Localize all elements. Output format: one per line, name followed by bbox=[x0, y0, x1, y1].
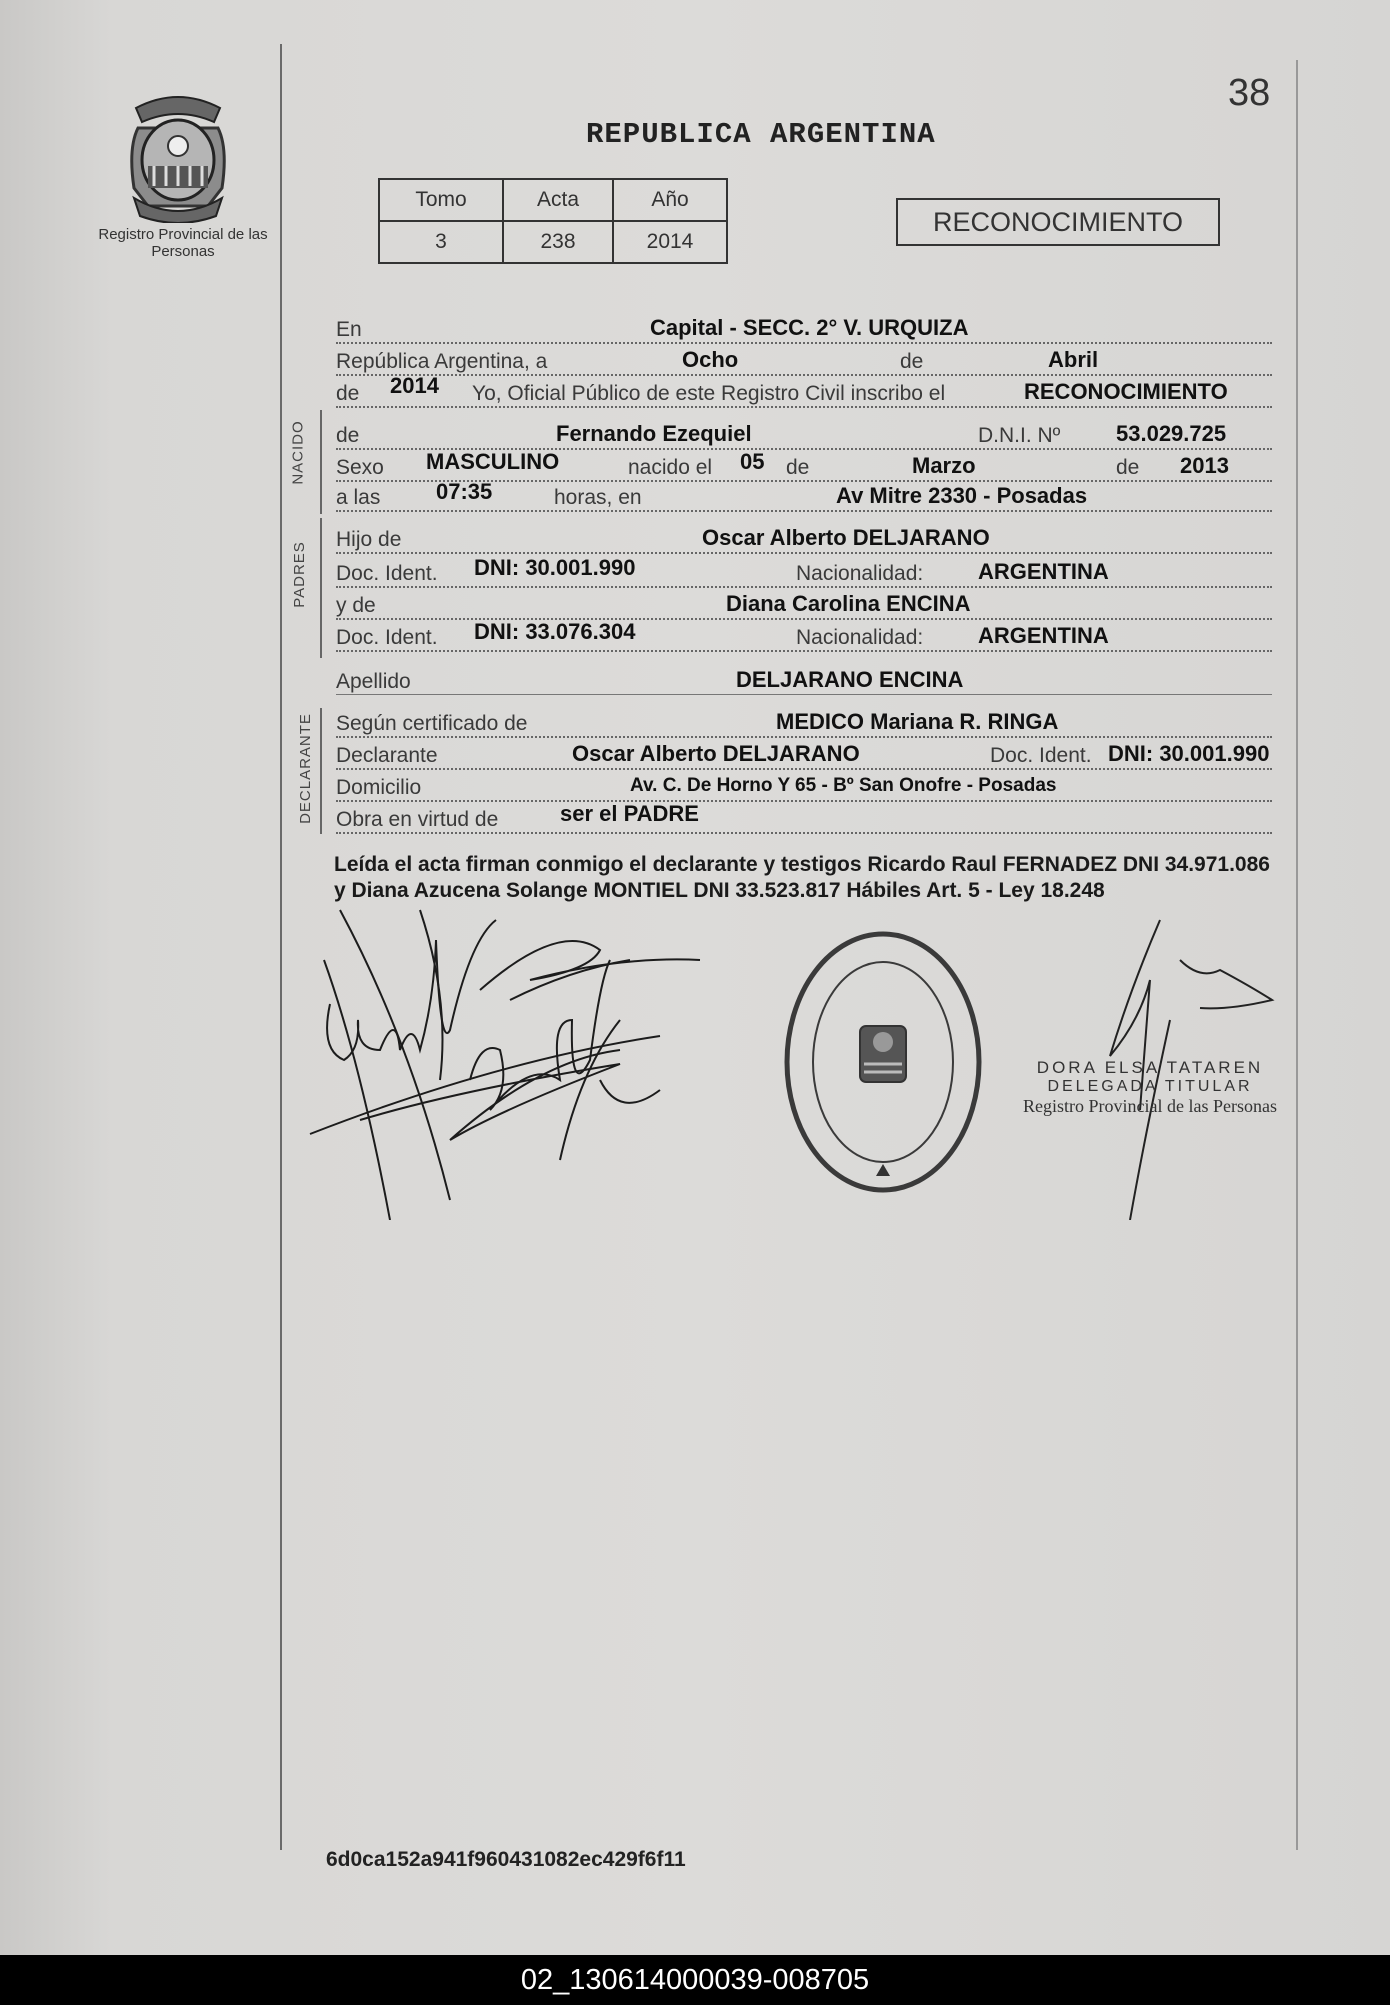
label-de-nombre: de bbox=[336, 424, 360, 447]
signatory-role: DELEGADA TITULAR bbox=[1047, 1078, 1253, 1095]
row-anio bbox=[336, 373, 1272, 408]
value-decl-doc: DNI: 30.001.990 bbox=[1108, 741, 1270, 766]
row-hijo-de bbox=[336, 522, 1272, 554]
label-en: En bbox=[336, 318, 362, 341]
label-padre-nac: Nacionalidad: bbox=[796, 562, 924, 585]
row-nacido-nombre bbox=[336, 418, 1272, 450]
closing-paragraph: Leída el acta firman conmigo el declarante y testigos Ricardo Raul FERNADEZ DNI 34.971.086 y Diana Azucena Solange MONTIEL DNI 33.523.817 Hábiles Art. 5 - Ley 18.248 bbox=[334, 853, 1270, 902]
row-nacido-hora bbox=[336, 480, 1272, 512]
label-de-mes: de bbox=[900, 350, 924, 373]
section-declarante: DECLARANTE bbox=[296, 713, 314, 824]
official-seal-icon bbox=[778, 926, 988, 1198]
label-nacido-el: nacido el bbox=[628, 456, 713, 479]
section-padres: PADRES bbox=[290, 541, 308, 608]
value-inscribe: RECONOCIMIENTO bbox=[1024, 379, 1228, 404]
row-y-de bbox=[336, 588, 1272, 620]
value-madre: Diana Carolina ENCINA bbox=[726, 591, 971, 616]
province-emblem-icon bbox=[118, 88, 238, 223]
nacido-bracket bbox=[320, 410, 322, 514]
padres-bracket bbox=[320, 518, 322, 658]
label-madre-nac: Nacionalidad: bbox=[796, 626, 924, 649]
row-padre-doc bbox=[336, 556, 1272, 588]
table-cell-acta: 238 bbox=[503, 221, 613, 263]
row-declarante bbox=[336, 738, 1272, 770]
value-hora: 07:35 bbox=[436, 479, 493, 504]
footer-id-bar: 02_130614000039-008705 bbox=[0, 1955, 1390, 2005]
value-padre: Oscar Alberto DELJARANO bbox=[702, 525, 990, 550]
label-decl-doc: Doc. Ident. bbox=[990, 744, 1092, 767]
row-apellido bbox=[336, 664, 1272, 695]
table-header-tomo: Tomo bbox=[379, 179, 503, 221]
row-madre-doc bbox=[336, 620, 1272, 652]
act-type-box: RECONOCIMIENTO bbox=[896, 198, 1220, 246]
value-lugar: Av Mitre 2330 - Posadas bbox=[836, 483, 1088, 508]
label-certificado: Según certificado de bbox=[336, 712, 528, 735]
label-padre-doc: Doc. Ident. bbox=[336, 562, 438, 585]
label-sexo: Sexo bbox=[336, 456, 384, 479]
value-padre-doc: DNI: 30.001.990 bbox=[474, 555, 636, 580]
label-domicilio: Domicilio bbox=[336, 776, 422, 799]
label-dni: D.N.I. Nº bbox=[978, 424, 1061, 447]
page-title: REPUBLICA ARGENTINA bbox=[586, 118, 936, 151]
value-nombre: Fernando Ezequiel bbox=[556, 421, 752, 446]
value-dni: 53.029.725 bbox=[1116, 421, 1227, 446]
value-certificado: MEDICO Mariana R. RINGA bbox=[776, 709, 1059, 734]
row-domicilio bbox=[336, 770, 1272, 802]
document-hash: 6d0ca152a941f960431082ec429f6f11 bbox=[326, 1848, 686, 1871]
left-margin-line bbox=[280, 44, 282, 1850]
label-hijo-de: Hijo de bbox=[336, 528, 402, 551]
value-mes-nac: Marzo bbox=[912, 453, 976, 478]
value-anio-nac: 2013 bbox=[1180, 453, 1229, 478]
value-dia-nac: 05 bbox=[740, 449, 765, 474]
label-oficial: Yo, Oficial Público de este Registro Civil inscribo el bbox=[472, 382, 946, 405]
value-obra: ser el PADRE bbox=[560, 801, 699, 826]
label-madre-doc: Doc. Ident. bbox=[336, 626, 438, 649]
table-cell-tomo: 3 bbox=[379, 221, 503, 263]
label-de-anio-nac: de bbox=[1116, 456, 1140, 479]
label-obra: Obra en virtud de bbox=[336, 808, 499, 831]
signatory-office: Registro Provincial de las Personas bbox=[1023, 1096, 1277, 1116]
value-padre-nac: ARGENTINA bbox=[978, 559, 1109, 584]
value-anio: 2014 bbox=[390, 373, 439, 398]
table-cell-anio: 2014 bbox=[613, 221, 727, 263]
label-y-de: y de bbox=[336, 594, 376, 617]
row-certificado bbox=[336, 706, 1272, 738]
value-domicilio: Av. C. De Horno Y 65 - Bº San Onofre - Posadas bbox=[630, 775, 1057, 796]
label-horas-en: horas, en bbox=[554, 486, 642, 509]
value-declarante: Oscar Alberto DELJARANO bbox=[572, 741, 860, 766]
label-de-mes-nac: de bbox=[786, 456, 810, 479]
registry-label: Registro Provincial de las Personas bbox=[98, 226, 268, 260]
label-declarante: Declarante bbox=[336, 744, 438, 767]
value-sexo: MASCULINO bbox=[426, 449, 560, 474]
label-a-las: a las bbox=[336, 486, 381, 509]
value-madre-doc: DNI: 33.076.304 bbox=[474, 619, 636, 644]
page-number: 38 bbox=[1228, 72, 1271, 114]
table-header-acta: Acta bbox=[503, 179, 613, 221]
value-mes: Abril bbox=[1048, 347, 1099, 372]
value-dia: Ocho bbox=[682, 347, 739, 372]
row-republica bbox=[336, 344, 1272, 376]
table-header-anio: Año bbox=[613, 179, 727, 221]
row-nacido-sexo bbox=[336, 450, 1272, 482]
value-apellido: DELJARANO ENCINA bbox=[736, 667, 964, 692]
section-nacido: NACIDO bbox=[289, 420, 307, 485]
row-en bbox=[336, 312, 1272, 344]
label-apellido: Apellido bbox=[336, 670, 411, 693]
declarante-bracket bbox=[320, 708, 322, 834]
signatory-name: DORA ELSA TATAREN bbox=[1036, 1058, 1264, 1077]
row-obra bbox=[336, 802, 1272, 834]
record-table bbox=[378, 178, 728, 264]
value-en: Capital - SECC. 2° V. URQUIZA bbox=[650, 315, 969, 340]
value-madre-nac: ARGENTINA bbox=[978, 623, 1109, 648]
label-de-anio: de bbox=[336, 382, 360, 405]
signatory-block bbox=[1020, 1058, 1280, 1117]
label-republica: República Argentina, a bbox=[336, 350, 548, 373]
